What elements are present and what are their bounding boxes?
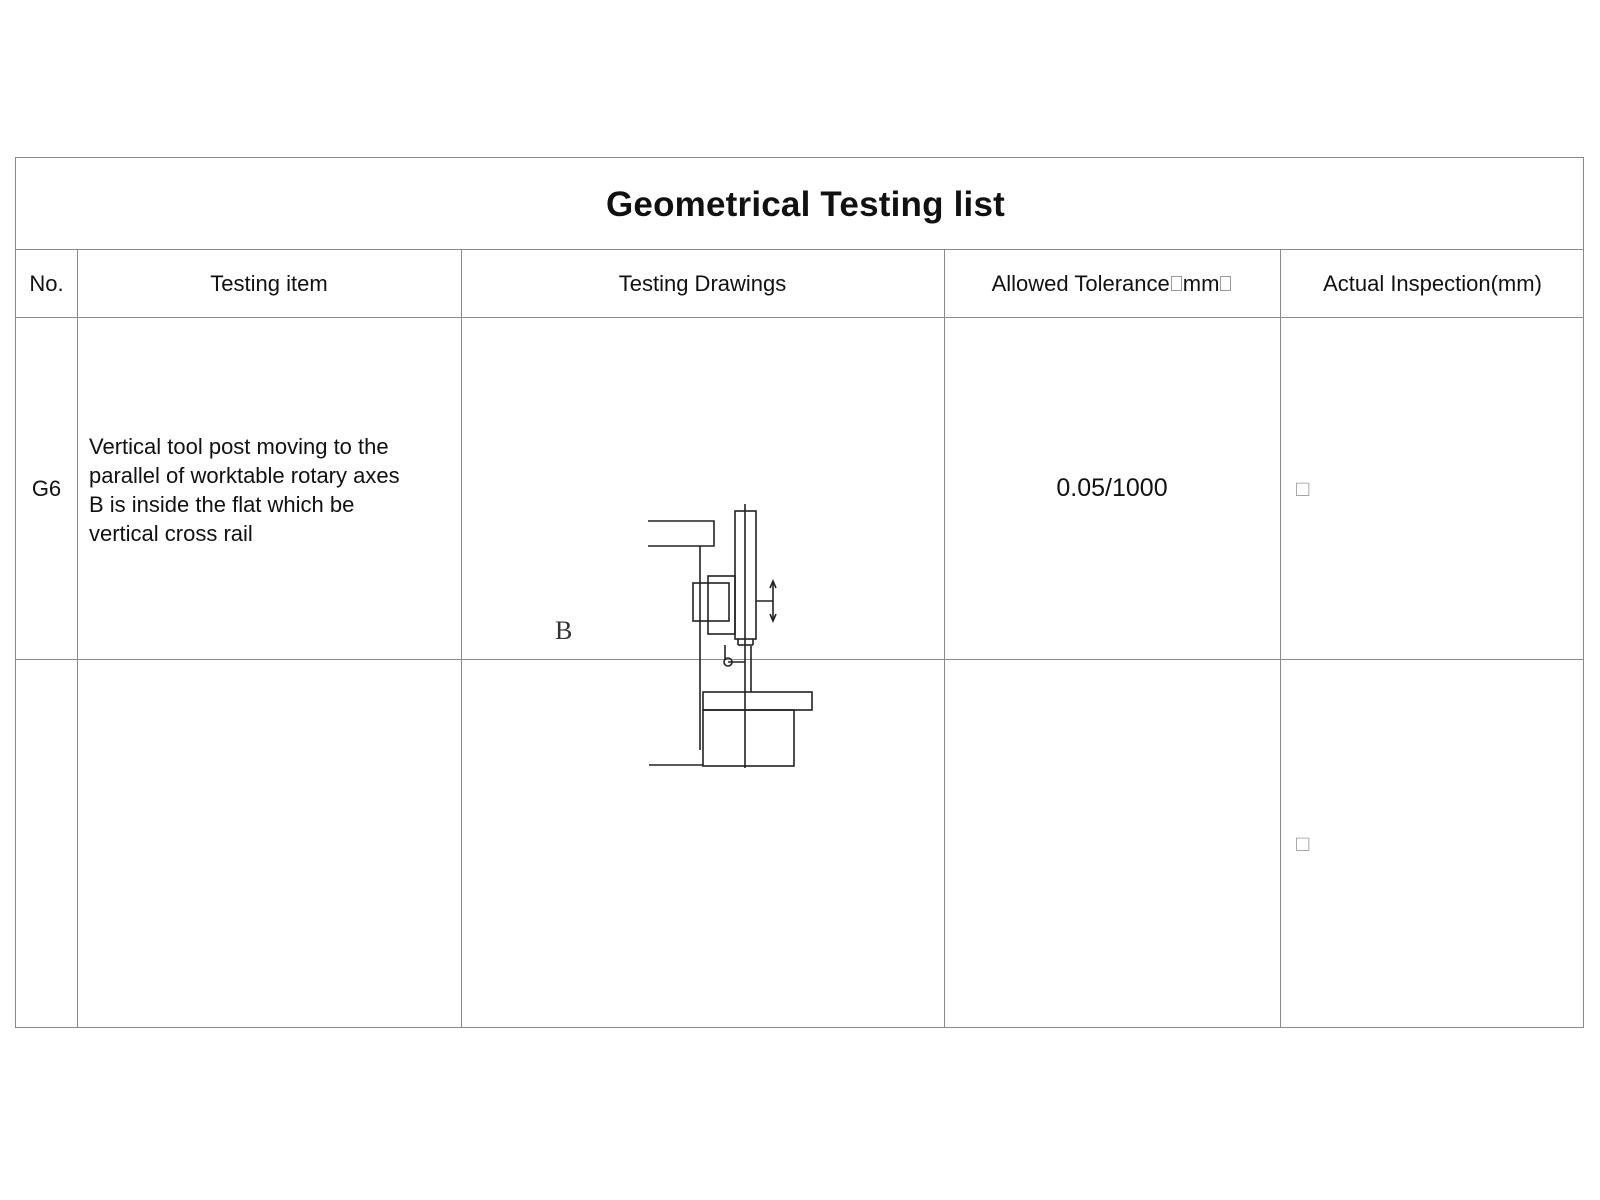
actual-inspection-text: □: [1296, 831, 1310, 856]
header-actual-inspection-label: Actual Inspection(mm): [1323, 270, 1542, 296]
actual-inspection-text: □: [1296, 476, 1310, 501]
saddle: [708, 576, 735, 634]
saddle-head: [693, 583, 729, 621]
cross-rail-outline: [648, 521, 714, 546]
allowed-tolerance-text: 0.05/1000: [1056, 474, 1168, 502]
header-allowed-tolerance-unit: mm: [1182, 270, 1220, 296]
row-no-value: G6: [31, 476, 62, 501]
testing-table: [15, 157, 1584, 1028]
worktable-base: [703, 710, 794, 766]
testing-item-line: Vertical tool post moving to the: [89, 434, 389, 459]
testing-item-line: vertical cross rail: [89, 521, 253, 546]
testing-drawing: [16, 158, 1585, 1029]
worktable: [703, 692, 812, 710]
testing-item-line: parallel of worktable rotary axes: [89, 463, 400, 488]
axis-label-b: B: [555, 616, 573, 645]
table-title: Geometrical Testing list: [606, 184, 1005, 224]
header-no-label: No.: [29, 270, 64, 296]
machine-schematic: [648, 504, 812, 768]
header-testing-drawings-label: Testing Drawings: [618, 270, 787, 296]
header-allowed-tolerance-label: Allowed Tolerance: [991, 270, 1170, 296]
testing-item-line: B is inside the flat which be: [89, 492, 355, 517]
header-testing-item-label: Testing item: [210, 270, 328, 296]
